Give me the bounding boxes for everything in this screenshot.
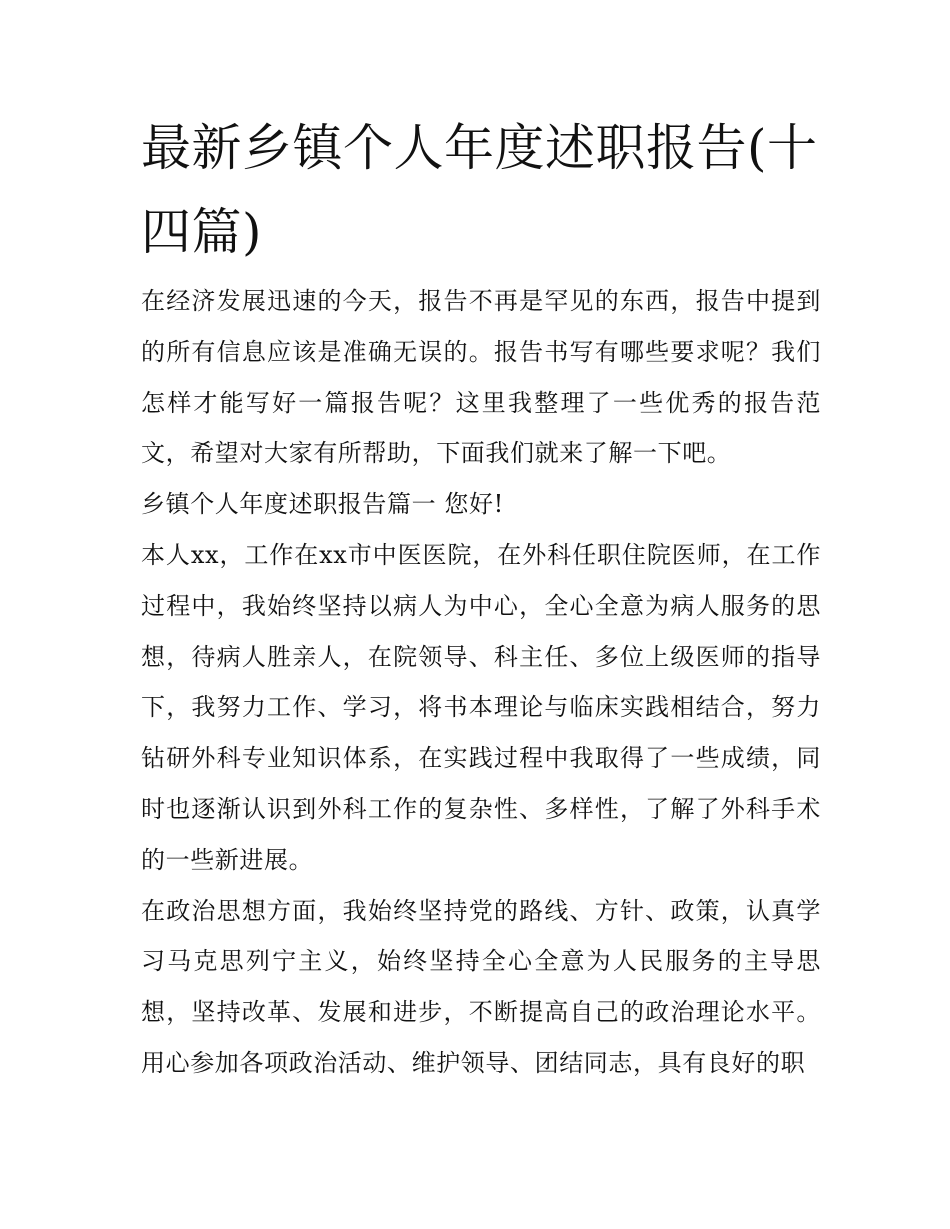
political-thought-paragraph: 在政治思想方面，我始终坚持党的路线、方针、政策，认真学习马克思列宁主义，始终坚持全心全意为人民服务的主导思想，坚持改革、发展和进步，不断提高自己的政治理论水平。用心参加各项政治活动、维护领导、团结同志，具有良好的职 xyxy=(141,896,821,1077)
document-title: 最新乡镇个人年度述职报告(十四篇) xyxy=(141,119,818,261)
work-summary-paragraph: 本人xx，工作在xx市中医医院，在外科任职住院医师，在工作过程中，我始终坚持以病人为中心，全心全意为病人服务的思想，待病人胜亲人，在院领导、科主任、多位上级医师的指导下，我努力工作、学习，将书本理论与临床实践相结合，努力钻研外科专业知识体系，在实践过程中我取得了一些成绩，同时也逐渐认识到外科工作的复杂性、多样性，了解了外科手术的一些新进展。 xyxy=(141,540,821,874)
document-body xyxy=(141,276,821,1089)
section-heading-paragraph: 乡镇个人年度述职报告篇一 您好! xyxy=(141,490,504,519)
intro-paragraph: 在经济发展迅速的今天，报告不再是罕见的东西，报告中提到的所有信息应该是准确无误的。报告书写有哪些要求呢？我们怎样才能写好一篇报告呢？这里我整理了一些优秀的报告范文，希望对大家有所帮助，下面我们就来了解一下吧。 xyxy=(141,287,821,468)
